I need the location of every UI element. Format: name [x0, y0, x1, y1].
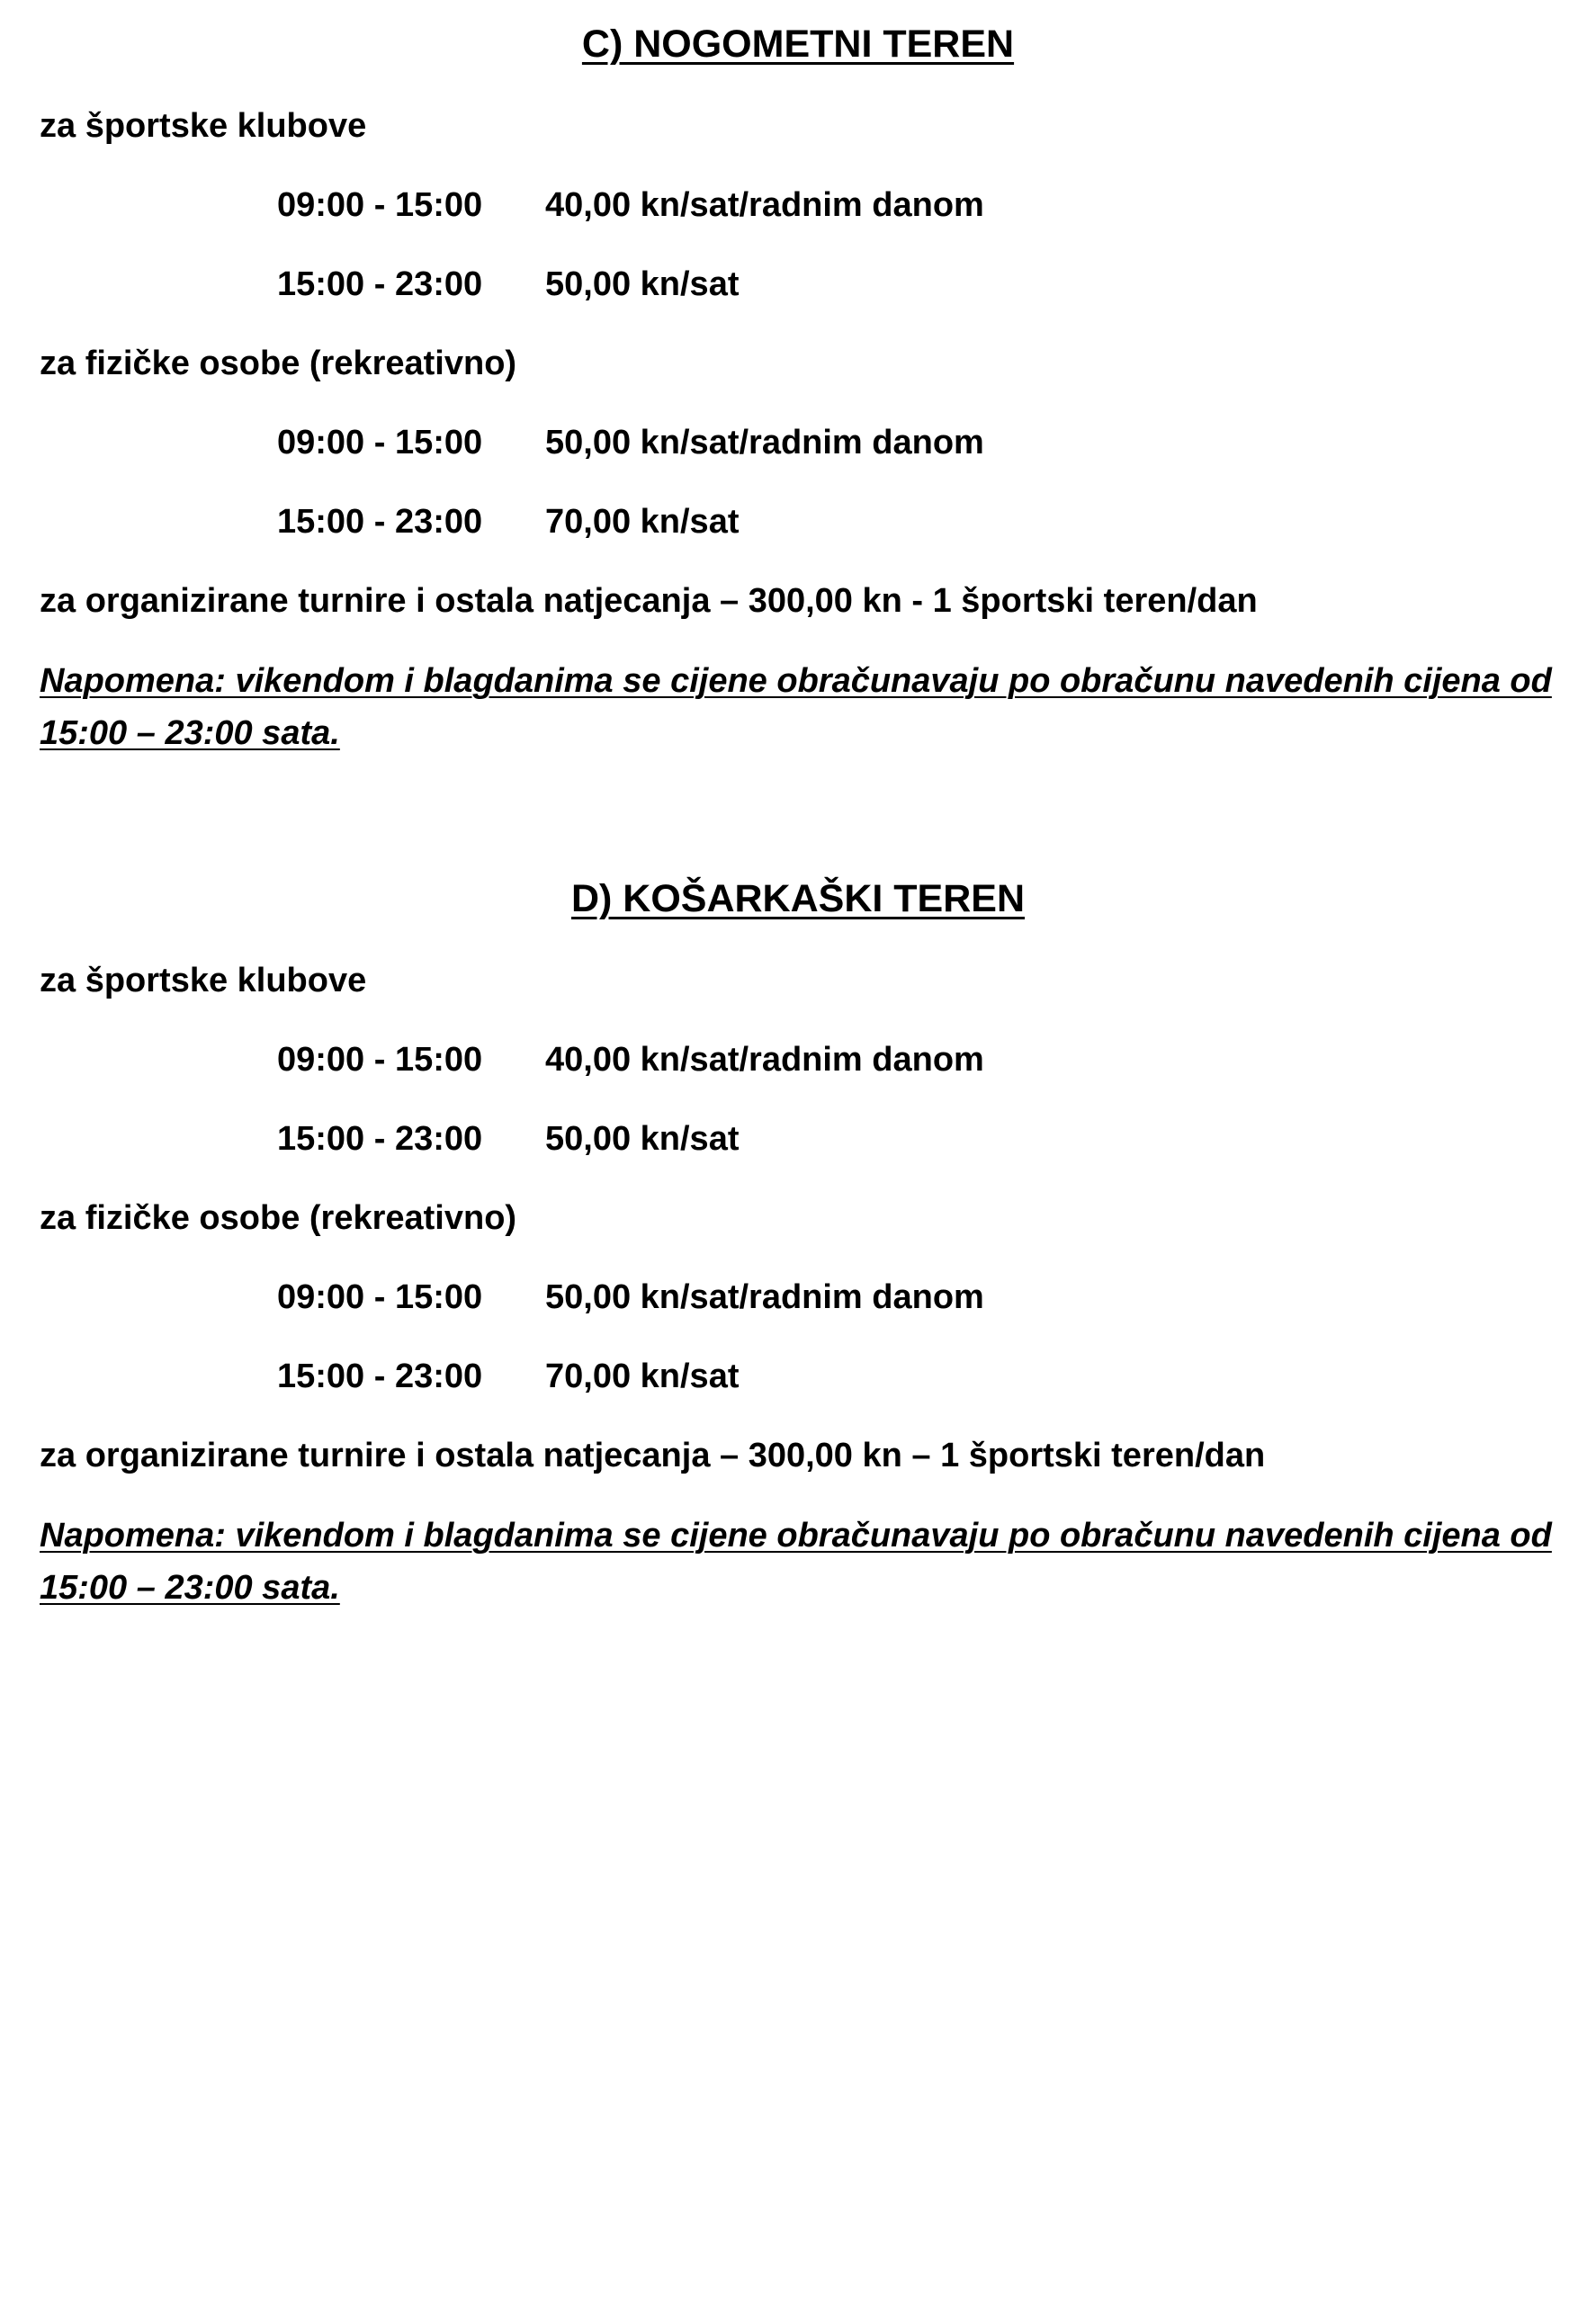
- rate-price: 70,00 kn/sat: [545, 503, 740, 541]
- rate-row: [277, 1275, 984, 1320]
- rate-time: 15:00 - 23:00: [277, 503, 483, 541]
- rate-time: 09:00 - 15:00: [277, 1278, 483, 1316]
- rate-row: [277, 420, 984, 465]
- rate-row: [277, 1354, 739, 1399]
- rate-row: [277, 262, 739, 307]
- rate-price: 40,00 kn/sat/radnim danom: [545, 186, 984, 224]
- rate-time: 09:00 - 15:00: [277, 186, 483, 224]
- rate-price: 40,00 kn/sat/radnim danom: [545, 1041, 984, 1079]
- tournaments-line: za organizirane turnire i ostala natjecanja – 300,00 kn – 1 športski teren/dan: [40, 1437, 1266, 1474]
- rate-price: 50,00 kn/sat: [545, 1120, 740, 1158]
- tournaments-line: za organizirane turnire i ostala natjecanja – 300,00 kn - 1 športski teren/dan: [40, 582, 1258, 620]
- rate-row: [277, 499, 739, 544]
- rate-time: 15:00 - 23:00: [277, 1120, 483, 1158]
- rate-time: 09:00 - 15:00: [277, 1041, 483, 1079]
- note-text: Napomena: vikendom i blagdanima se cijene obračunavaju po obračunu navedenih cijena od 15:00 – 23:00 sata.: [40, 662, 1552, 752]
- rate-price: 70,00 kn/sat: [545, 1358, 740, 1395]
- rate-time: 15:00 - 23:00: [277, 1358, 483, 1395]
- rate-time: 15:00 - 23:00: [277, 265, 483, 303]
- rate-row: [277, 1037, 984, 1082]
- section-heading: D) KOŠARKAŠKI TEREN: [570, 877, 1026, 920]
- note-text: Napomena: vikendom i blagdanima se cijene obračunavaju po obračunu navedenih cijena od 15:00 – 23:00 sata.: [40, 1517, 1552, 1607]
- individuals-label: za fizičke osobe (rekreativno): [40, 1199, 517, 1237]
- rate-price: 50,00 kn/sat/radnim danom: [545, 1278, 984, 1316]
- rate-row: [277, 183, 984, 228]
- section-heading: C) NOGOMETNI TEREN: [581, 22, 1015, 66]
- clubs-label: za športske klubove: [40, 107, 367, 145]
- individuals-label: za fizičke osobe (rekreativno): [40, 345, 517, 382]
- clubs-label: za športske klubove: [40, 962, 367, 999]
- rate-row: [277, 1116, 739, 1161]
- rate-price: 50,00 kn/sat: [545, 265, 740, 303]
- rate-time: 09:00 - 15:00: [277, 424, 483, 461]
- rate-price: 50,00 kn/sat/radnim danom: [545, 424, 984, 461]
